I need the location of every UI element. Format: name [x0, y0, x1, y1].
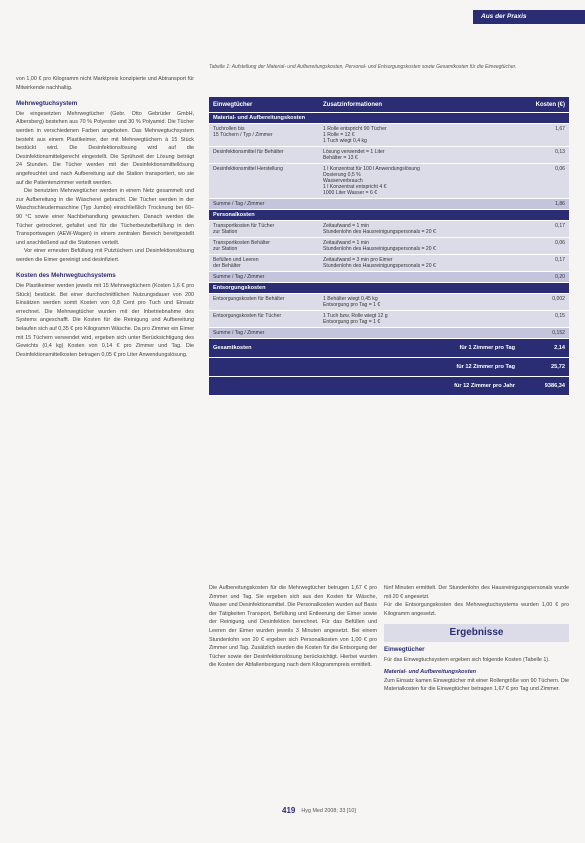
heading-kosten: Kosten des Mehrwegtuchsystems — [16, 272, 116, 280]
total-desc: für 1 Zimmer pro Tag — [459, 345, 515, 351]
heading-material: Material- und Aufbereitungskosten — [384, 669, 477, 676]
cell: 1 Behälter wiegt 0,45 kg Entsorgung pro Tag = 1 € — [323, 296, 381, 308]
table-header — [209, 97, 569, 113]
cell: Transportkosten für Tücher zur Station — [213, 223, 275, 235]
total-row — [209, 339, 569, 358]
total-value: 25,72 — [551, 364, 565, 370]
header-cell: Zusatzinformationen — [323, 101, 383, 108]
results-text — [384, 646, 569, 694]
total-desc: für 12 Zimmer pro Jahr — [454, 383, 515, 389]
cell: Transportkosten Behälter zur Station — [213, 240, 271, 252]
total-value: 2,14 — [554, 345, 565, 351]
section-header: Aus der Praxis — [473, 10, 585, 24]
cell: Entsorgungskosten für Behälter — [213, 296, 285, 302]
paragraph: fünf Minuten ermittelt. Der Stundenlohn des Hausreinigungspersonals wurde mit 20 € angesetzt. Für die Entsorgungskosten des Mehrwegtuchsystems wurden 1,00 € pro Kilogramm angesetzt. — [384, 585, 569, 617]
left-column — [16, 75, 194, 359]
section-label: Entsorgungskosten — [213, 285, 266, 291]
section-row — [209, 283, 569, 294]
section-row — [209, 113, 569, 124]
sum-label: Summe / Tag / Zimmer — [213, 330, 265, 336]
cell: Befüllen und Leeren der Behälter — [213, 257, 259, 269]
right-column — [384, 584, 569, 618]
middle-column — [209, 584, 377, 670]
journal-reference: Hyg Med 2008; 33 [10] — [301, 807, 356, 814]
sum-row — [209, 199, 569, 210]
sum-row — [209, 272, 569, 283]
page-number: 419 — [282, 806, 296, 815]
heading-mehrweg: Mehrwegtuchsystem — [16, 100, 78, 108]
cell: Tuchrollen bis 15 Tüchern / Typ / Zimmer — [213, 126, 273, 138]
table-caption: Tabelle 1: Aufstellung der Material- und Aufbereitungskosten, Personal- und Entsorgungskosten sowie Gesamtkosten für die Einwegtücher. — [209, 64, 517, 70]
total-desc: für 12 Zimmer pro Tag — [456, 364, 515, 370]
paragraph: Für das Einwegtuchsystem ergeben sich folgende Kosten (Tabelle 1). — [384, 656, 550, 663]
sum-value: 0,152 — [552, 330, 565, 336]
cell: Zeitaufwand = 3 min pro Eimer Stundenlohn des Hausreinigungspersonals = 20 € — [323, 257, 436, 269]
cell: Zeitaufwand = 1 min Stundenlohn des Hausreinigungspersonals = 20 € — [323, 240, 436, 252]
cell: 1 Rolle entspricht 90 Tücher 1 Rolle = 12 € 1 Tuch wiegt 0,4 kg — [323, 126, 387, 144]
cell: Desinfektionsmittel für Behälter — [213, 149, 284, 155]
paragraph: Die Plastikeimer werden jeweils mit 15 Mehrwegtüchern (Kosten 1,6 € pro Stück) bestückt. Bei einer durchschnittlichen Nutzungsdauer von 200 Einsätzen werden somit Kosten von 0,8 Cent pro Tuch und Einsatz errechnet. Die Mehrwegtücher wurden mit der Inbetriebnahme des Systems angeschafft. Die Kosten für die Reinigung und Aufbereitung belaufen sich auf 0,35 € pro Kilogramm Wäsche. Da pro Zimmer ein Eimer mit 15 Tüchern verwendet wird, ergeben sich unter Berücksichtigung des Gewichts (0,4 kg) Kosten von 0,14 € pro Zimmer und Tag. Die Desinfektionsmittelkosten betragen 0,05 € pro Liter Anwendungslösung. — [16, 283, 194, 358]
paragraph: Die benutzten Mehrwegtücher werden in einem Netz gesammelt und zur Aufbereitung in die Wäscherei gebracht. Die Tücher werden in der Waschschleudermaschine (Typ Jumbo) einschließlich Trocknung bei 60–90 °C sowie einer Nachbehandlung gewaschen. Danach werden die Tücher getrocknet, gefaltet und für die Tücherbeutelbefüllung in den Transportwagen (AEW-Wagen) in einem zentralen Bereich bereitgestellt und anschließend auf die Stationen verteilt. — [16, 188, 194, 246]
table-row — [209, 124, 569, 147]
section-label: Material- und Aufbereitungskosten — [213, 115, 306, 121]
paragraph: Zum Einsatz kamen Einwegtücher mit einer Rollengröße von 90 Tüchern. Die Materialkosten für die Einwegtücher betragen 1,67 € pro Tag und Zimmer. — [384, 677, 569, 693]
header-cell: Kosten (€) — [535, 101, 565, 108]
cell: 1 Tuch bzw. Rolle wiegt 12 g Entsorgung pro Tag = 1 € — [323, 313, 388, 325]
section-row — [209, 210, 569, 221]
cell: 1,67 — [555, 126, 565, 132]
cell: Desinfektionsmittel Herstellung — [213, 166, 283, 172]
cell: 0,17 — [555, 257, 565, 263]
sum-value: 0,20 — [555, 274, 565, 280]
table-row — [209, 221, 569, 238]
table-row — [209, 238, 569, 255]
total-value: 9386,34 — [544, 383, 565, 389]
table-row — [209, 255, 569, 272]
table-row — [209, 311, 569, 328]
total-label: Gesamtkosten — [213, 345, 252, 351]
cell: 1 l Konzentrat für 100 l Anwendungslösung Dosierung 0,5 % Wasserverbrauch 1 l Konzentrat entspricht 4 € 1000 Liter Wasser = 6 € — [323, 166, 420, 196]
sum-label: Summe / Tag / Zimmer — [213, 201, 265, 207]
heading-einweg: Einwegtücher — [384, 646, 425, 653]
sum-value: 1,86 — [555, 201, 565, 207]
page-footer — [282, 806, 356, 815]
table-row — [209, 147, 569, 164]
cell: Entsorgungskosten für Tücher — [213, 313, 282, 319]
sum-label: Summe / Tag / Zimmer — [213, 274, 265, 280]
cell: Zeitaufwand = 1 min Stundenlohn des Hausreinigungspersonals = 20 € — [323, 223, 436, 235]
intro-text: von 1,00 € pro Kilogramm nicht Marktpreis konzipierte und Abtransport für Mitwirkende nachhaltig. — [16, 76, 194, 91]
total-row — [209, 358, 569, 377]
cell: 0,002 — [552, 296, 565, 302]
cell: Lösung verwendet = 1 Liter Behälter = 13 € — [323, 149, 385, 161]
results-heading: Ergebnisse — [384, 624, 569, 642]
cell: 0,15 — [555, 313, 565, 319]
cell: 0,06 — [555, 166, 565, 172]
cost-table — [209, 97, 569, 396]
sum-row — [209, 328, 569, 339]
cell: 0,13 — [555, 149, 565, 155]
cell: 0,06 — [555, 240, 565, 246]
table-row — [209, 164, 569, 199]
paragraph: Die eingesetzten Mehrwegtücher (Gebr. Otto Gebrüder GmbH, Albersberg) bestehen aus 70 % Polyester und 30 % Polyamid. Die Tücher werden in verschiedenen Farben angeboten. Das Mehrwegtuchsystem besteht aus einem Plastikeimer, der mit Mehrwegtüchern à 15 Stück bestückt wird. Die Desinfektionslösung wird auf die Desinfektionsmittelgerecht eingestellt. Die Sprühzeit der Lösung beträgt 24 Stunden. Die Tücher werden mit der Desinfektionsmittellösung angefeuchtet und nach Aufbereitung auf die Station transportiert, wo sie auf die Patientenzimmer verteilt werden. — [16, 110, 194, 186]
header-cell: Einwegtücher — [213, 101, 253, 108]
total-row — [209, 377, 569, 396]
paragraph: Die Aufbereitungskosten für die Mehrwegtücher betrugen 1,67 € pro Zimmer und Tag. Sie ergeben sich aus den Kosten für Wäsche, Wasser und Desinfektionsmittel. Die Personalkosten wurden auf Basis der Tätigkeiten Transport, Befüllung und Entleerung der Eimer sowie der Reinigung und Desinfektion berechnet. Für das Befüllen und Leeren der Eimer wurden jeweils 3 Minuten angesetzt. Bei einem Stundenlohn von 20 € ergeben sich Personalkosten von 1,00 € pro Zimmer und Tag. Zusätzlich wurden die Kosten für die Entsorgung der Tücher sowie der Desinfektionslösung berücksichtigt. Hierbei wurden die Kosten der Abfallentsorgung nach dem Kilogrammpreis ermittelt. — [209, 585, 377, 669]
section-label: Personalkosten — [213, 212, 255, 218]
table-row — [209, 294, 569, 311]
cell: 0,17 — [555, 223, 565, 229]
paragraph: Vor einer erneuten Befüllung mit Putztüchern und Desinfektionslösung werden die Eimer gereinigt und desinfiziert. — [16, 248, 194, 263]
